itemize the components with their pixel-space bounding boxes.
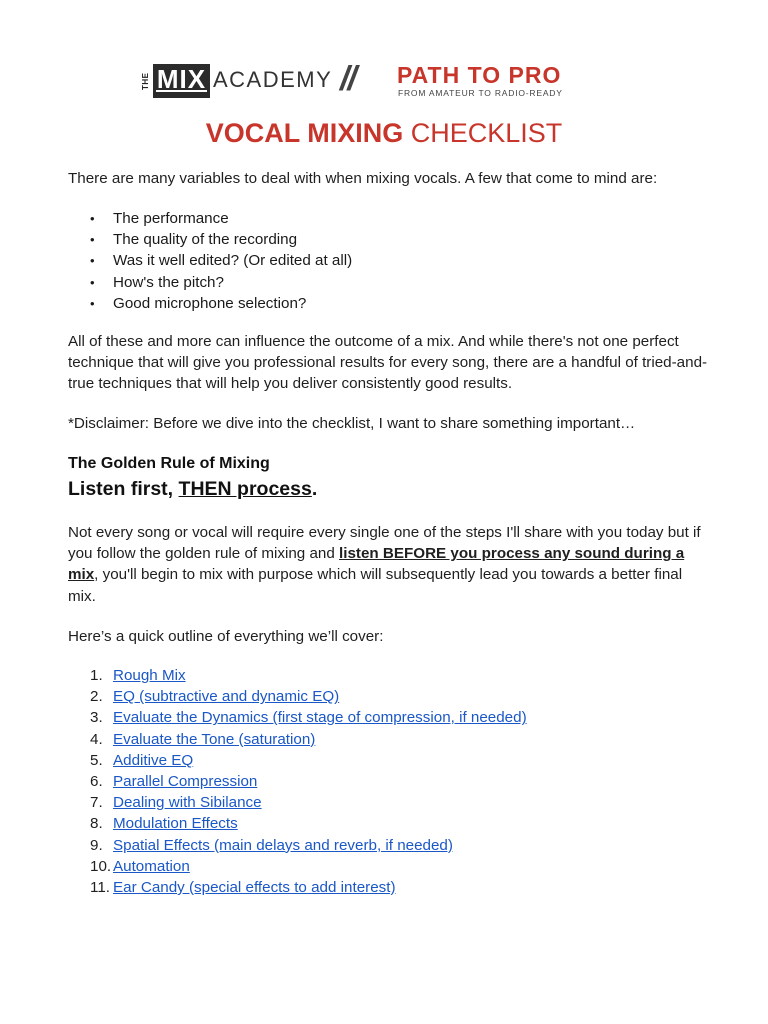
variables-list	[90, 208, 352, 314]
outline-item	[90, 729, 527, 750]
list-item: • The performance	[90, 208, 352, 229]
page-title	[0, 118, 768, 149]
outline-link-automation[interactable]: Automation	[113, 857, 190, 875]
outline-number: 3.	[90, 709, 103, 727]
title-bold: VOCAL MIXING	[205, 118, 404, 148]
path-to-pro-title: PATH TO PRO	[397, 62, 562, 88]
logo-separator: //	[340, 60, 355, 98]
outline-item	[90, 707, 527, 728]
outline-item	[90, 792, 527, 813]
logo-mix-text: MIX	[156, 64, 207, 94]
outline-number: 6.	[90, 773, 103, 791]
outline-item	[90, 686, 527, 707]
list-item: • The quality of the recording	[90, 229, 352, 250]
outline-item	[90, 665, 527, 686]
outline-link-dynamics[interactable]: Evaluate the Dynamics (first stage of compression, if needed)	[113, 709, 527, 727]
outline-link-eq[interactable]: EQ (subtractive and dynamic EQ)	[113, 688, 340, 706]
not-every-emphasis: listen BEFORE you process any sound during a mix	[68, 545, 685, 584]
not-every-part1: Not every song or vocal will require every single one of the steps I'll share with you today but if you follow the golden rule of mixing and	[68, 524, 701, 563]
outline-link-sibilance[interactable]: Dealing with Sibilance	[113, 794, 262, 812]
outline-number: 11.	[90, 879, 110, 897]
outline-link-ear-candy[interactable]: Ear Candy (special effects to add interest)	[113, 879, 396, 897]
outline-number: 2.	[90, 688, 103, 706]
outline-number: 9.	[90, 836, 103, 854]
outline-link-spatial[interactable]: Spatial Effects (main delays and reverb, if needed)	[113, 836, 453, 854]
outline-list	[90, 665, 527, 898]
outline-item	[90, 877, 527, 898]
outline-link-tone[interactable]: Evaluate the Tone (saturation)	[113, 730, 316, 748]
outline-link-modulation[interactable]: Modulation Effects	[113, 815, 238, 833]
not-every-paragraph	[68, 522, 708, 607]
path-to-pro-tagline: FROM AMATEUR TO RADIO-READY	[398, 88, 563, 98]
outline-number: 1.	[90, 667, 103, 684]
listen-emphasis: THEN process	[178, 478, 312, 500]
outline-item	[90, 856, 527, 877]
outline-item	[90, 771, 527, 792]
list-item: • Was it well edited? (Or edited at all)	[90, 250, 352, 271]
outline-number: 4.	[90, 730, 103, 748]
outline-item	[90, 813, 527, 834]
golden-rule-heading: The Golden Rule of Mixing	[68, 455, 270, 472]
outline-intro: Here’s a quick outline of everything we’ll cover:	[68, 628, 384, 645]
listen-prefix: Listen first,	[68, 478, 179, 500]
list-item: • How's the pitch?	[90, 272, 352, 293]
outline-link-parallel-compression[interactable]: Parallel Compression	[113, 773, 258, 791]
outline-link-rough-mix[interactable]: Rough Mix	[113, 667, 186, 684]
logo-academy-text: ACADEMY	[213, 67, 333, 92]
golden-rule-statement	[68, 478, 317, 501]
list-item: • Good microphone selection?	[90, 293, 352, 314]
outline-number: 5.	[90, 751, 103, 769]
outline-number: 8.	[90, 815, 103, 833]
outline-link-additive-eq[interactable]: Additive EQ	[113, 751, 194, 769]
logo-the-text: THE	[141, 72, 150, 90]
outline-number: 10.	[90, 857, 112, 875]
intro-paragraph: There are many variables to deal with when mixing vocals. A few that come to mind are:	[68, 170, 658, 187]
listen-suffix: .	[311, 478, 318, 500]
influence-paragraph: All of these and more can influence the outcome of a mix. And while there's not one perfect technique that will give you professional results for every song, there are a handful of tried-and-true techniques that will help you deliver consistently good results.	[68, 333, 708, 393]
logo-mix-box	[153, 64, 210, 98]
not-every-part2: , you'll begin to mix with purpose which will subsequently lead you towards a better final mix.	[68, 566, 683, 605]
outline-number: 7.	[90, 794, 103, 812]
title-regular: CHECKLIST	[403, 118, 563, 148]
disclaimer-paragraph: *Disclaimer: Before we dive into the checklist, I want to share something important…	[68, 415, 636, 432]
outline-item	[90, 750, 527, 771]
outline-item	[90, 835, 527, 856]
header-logo	[0, 60, 768, 104]
